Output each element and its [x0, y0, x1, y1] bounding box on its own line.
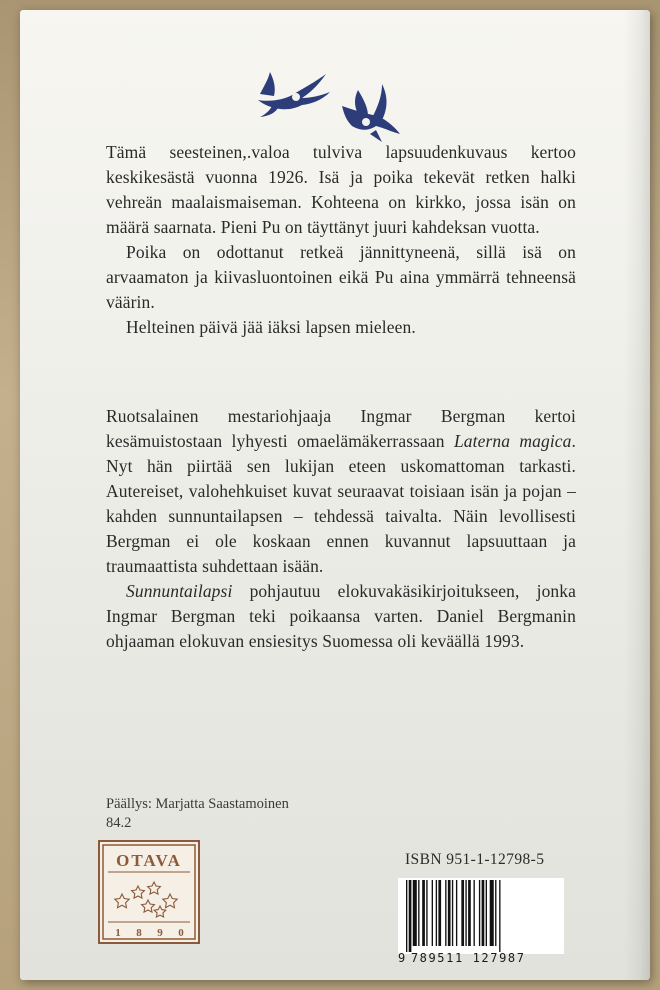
- publisher-logo-graphic: [100, 842, 198, 942]
- description-paragraph-2: Poika on odottanut retkeä jännittyneenä, sillä isä on arvaamaton ja kiivasluontoinen eikä Pu aina ymmärrä tehneensä väärin.: [106, 242, 576, 312]
- classification-code: 84.2: [106, 815, 132, 831]
- swallow-left-icon: [258, 72, 330, 117]
- about-paragraph-1: [106, 404, 576, 579]
- barcode-bar: [422, 880, 425, 946]
- barcode-bar: [456, 880, 457, 946]
- swallow-birds-icon: [250, 70, 410, 145]
- barcode-bar: [436, 880, 437, 946]
- barcode-lead-digit: 9: [398, 951, 407, 965]
- barcode-bar: [413, 880, 417, 946]
- barcode-bar: [474, 880, 475, 946]
- star-cluster-icon: [115, 882, 177, 917]
- about-p1-end: . Nyt hän piirtää sen lukijan eteen uskomattoman tarkasti. Autereiset, valohehkuiset kuvat seuraavat toisiaan isän ja pojan – kahden sunnuntailapsen – tehdessä taivalta. Näin levollisesti Bergman ei ole koskaan ennen kuvannut lapsuuttaan ja traumaattista suhdettaan isään.: [106, 431, 577, 576]
- cover-designer-credit: Päällys: Marjatta Saastamoinen: [106, 796, 289, 812]
- year-digit-4: 0: [178, 927, 184, 939]
- barcode-bar: [438, 880, 441, 946]
- otava-publisher-logo: [98, 840, 200, 944]
- credits: [106, 795, 289, 833]
- barcode-bar: [448, 880, 451, 946]
- barcode-bar: [486, 880, 487, 946]
- barcode-bar: [426, 880, 427, 946]
- swallow-right-icon: [342, 84, 400, 142]
- publisher-name: OTAVA: [116, 851, 182, 870]
- barcode-bar: [452, 880, 453, 946]
- barcode-bar: [418, 880, 419, 946]
- year-digit-3: 9: [157, 927, 163, 939]
- barcode-bar: [499, 880, 500, 952]
- barcode-right-digits: 127987: [472, 951, 526, 965]
- barcode-left-digits: 789511: [410, 951, 464, 965]
- description-text: [106, 140, 576, 340]
- barcode-digits: [398, 951, 564, 965]
- barcode-bar: [432, 880, 433, 946]
- barcode-bar: [479, 880, 480, 946]
- barcode-bar: [482, 880, 485, 946]
- book-title-sunnuntailapsi: Sunnuntailapsi: [126, 581, 233, 601]
- barcode-bar: [461, 880, 464, 946]
- about-text: [106, 404, 576, 654]
- year-digit-1: 1: [115, 927, 121, 939]
- about-paragraph-2: [106, 579, 576, 654]
- barcode-bar: [445, 880, 446, 946]
- barcode-bar: [468, 880, 471, 946]
- barcode-bar: [406, 880, 407, 952]
- barcode-bar: [465, 880, 466, 946]
- year-digit-2: 8: [136, 927, 142, 939]
- about-p2-end: pohjautuu elokuvakäsikirjoitukseen, jonka Ingmar Bergman teki poikaansa varten. Daniel Bergmanin ohjaaman elokuvan ensiesitys Suomessa oli keväällä 1993.: [106, 581, 576, 651]
- isbn-barcode: [398, 878, 564, 954]
- about-p1-start: Ruotsalainen mestariohjaaja Ingmar Bergman kertoi kesämuistostaan lyhyesti omaelämäkerrassaan: [106, 406, 576, 451]
- isbn-number: ISBN 951-1-12798-5: [405, 851, 545, 868]
- barcode-bar: [409, 880, 412, 952]
- description-paragraph-1: Tämä seesteinen,.valoa tulviva lapsuudenkuvaus kertoo keskikesästä vuonna 1926. Isä ja poika tekevät retken halki vehreän maalaismaiseman. Kohteena on kirkko, jossa isän on määrä saarnata. Pieni Pu on täyttänyt juuri kahdeksan vuotta.: [106, 142, 576, 237]
- barcode-bar: [495, 880, 496, 946]
- description-paragraph-3: Helteinen päivä jää iäksi lapsen mieleen.: [126, 317, 416, 337]
- book-title-laterna: Laterna magica: [453, 431, 572, 451]
- barcode-bar: [490, 880, 494, 946]
